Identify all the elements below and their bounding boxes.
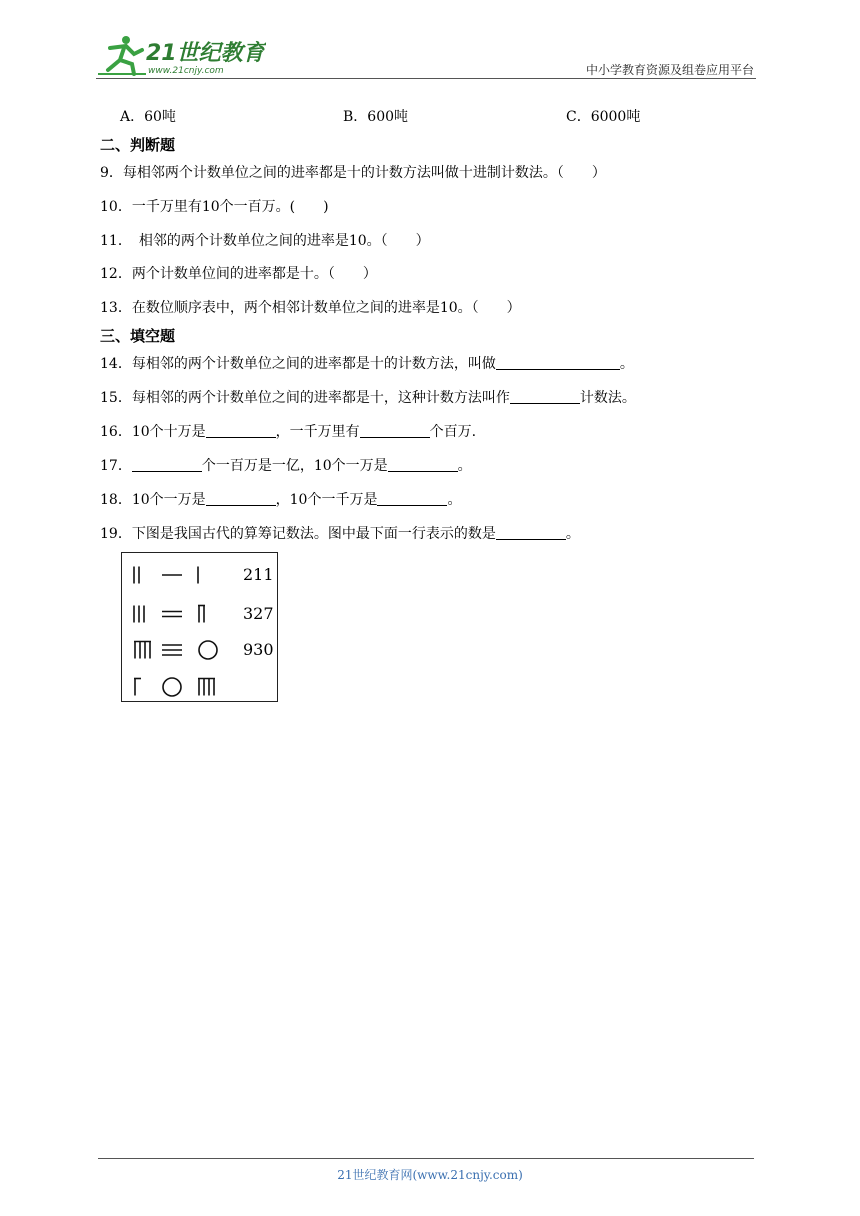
option-c: C．6000吨 xyxy=(566,109,641,125)
q14-text: 14．每相邻的两个计数单位之间的进率都是十的计数方法，叫做 xyxy=(100,356,496,372)
q19-end: 。 xyxy=(565,526,580,542)
question-18 xyxy=(100,489,461,509)
question-12: 12．两个计数单位间的进率都是十。（ ） xyxy=(100,266,377,282)
q17-mid: 个一百万是一亿，10个一万是 xyxy=(201,458,388,474)
runner-icon xyxy=(98,36,146,74)
question-17 xyxy=(100,455,472,475)
section-title-fill: 三、填空题 xyxy=(100,327,176,345)
question-19 xyxy=(100,523,580,543)
option-a: A．60吨 xyxy=(120,109,176,125)
rods-row-value: 211 xyxy=(243,565,274,584)
q18-end: 。 xyxy=(447,492,462,508)
q18-mid: ，10个一千万是 xyxy=(275,492,378,508)
logo-url: www.21cnjy.com xyxy=(148,66,224,76)
question-9: 9．每相邻两个计数单位之间的进率都是十的计数方法叫做十进制计数法。（ ） xyxy=(100,165,606,181)
option-b: B．600吨 xyxy=(343,109,409,125)
answer-blank[interactable] xyxy=(206,423,276,438)
q14-end: 。 xyxy=(619,356,634,372)
question-15 xyxy=(100,387,636,407)
q18-text: 18．10个一万是 xyxy=(100,492,206,508)
q17-end: 。 xyxy=(457,458,472,474)
answer-blank[interactable] xyxy=(388,457,458,472)
answer-blank[interactable] xyxy=(206,491,276,506)
page-header xyxy=(96,30,756,78)
q15-text: 15．每相邻的两个计数单位之间的进率都是十，这种计数方法叫作 xyxy=(100,390,510,406)
logo xyxy=(96,30,266,78)
footer-text: 21世纪教育网(www.21cnjy.com) xyxy=(337,1168,523,1182)
q19-text: 19．下图是我国古代的算筹记数法。图中最下面一行表示的数是 xyxy=(100,526,496,542)
question-14 xyxy=(100,353,634,373)
answer-blank[interactable] xyxy=(377,491,447,506)
question-13: 13．在数位顺序表中，两个相邻计数单位之间的进率是10。（ ） xyxy=(100,300,521,316)
footer-divider xyxy=(98,1158,754,1159)
question-10: 10．一千万里有10个一百万。( ) xyxy=(100,199,329,215)
answer-blank[interactable] xyxy=(360,423,430,438)
q17-text: 17． xyxy=(100,458,132,474)
question-16 xyxy=(100,421,476,441)
section-title-judge: 二、判断题 xyxy=(100,136,176,154)
rods-row-value: 930 xyxy=(243,640,274,659)
answer-blank[interactable] xyxy=(496,525,566,540)
header-platform-text: 中小学教育资源及组卷应用平台 xyxy=(585,63,754,77)
answer-blank[interactable] xyxy=(510,389,580,404)
q16-text: 16．10个十万是 xyxy=(100,424,206,440)
counting-rods-figure xyxy=(121,552,278,702)
question-11: 11． 相邻的两个计数单位之间的进率是10。（ ） xyxy=(100,233,430,249)
rods-row-value: 327 xyxy=(243,604,274,623)
header-divider xyxy=(96,78,756,79)
logo-title: 21世纪教育 xyxy=(146,41,265,66)
q16-end: 个百万. xyxy=(429,424,477,440)
q16-mid: ，一千万里有 xyxy=(275,424,360,440)
answer-blank[interactable] xyxy=(496,355,620,370)
q15-end: 计数法。 xyxy=(579,390,636,406)
answer-blank[interactable] xyxy=(132,457,202,472)
